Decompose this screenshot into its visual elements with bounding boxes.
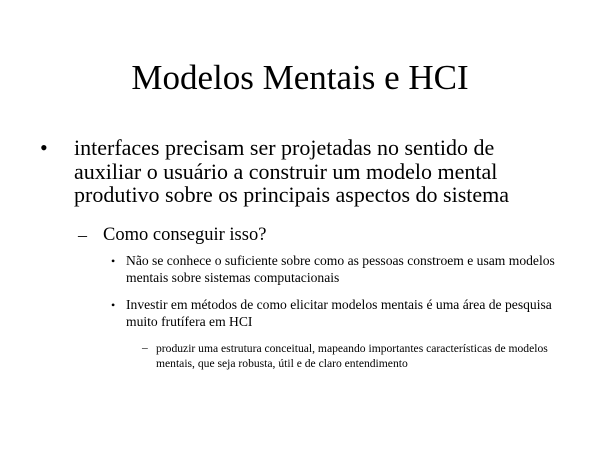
bullet-level3-text: Não se conhece o suficiente sobre como as pessoas constroem e usam modelos mentais sobre sistemas computacionais [126, 253, 555, 286]
bullet-dot-icon: • [111, 298, 116, 312]
bullet-level2-text: Como conseguir isso? [103, 225, 267, 245]
bullet-level4-text: produzir uma estrutura conceitual, mapeando importantes características de modelos mentais, que seja robusta, útil e de claro entendimento [156, 342, 548, 370]
bullet-dot-icon: • [40, 135, 48, 160]
bullet-level3-item [111, 296, 556, 331]
bullet-dash-icon: – [78, 225, 87, 245]
bullet-dot-icon: • [111, 254, 116, 268]
bullet-level3-item [111, 252, 556, 287]
slide-title: Modelos Mentais e HCI [131, 58, 469, 97]
bullet-level1-text: interfaces precisam ser projetadas no sentido de auxiliar o usuário a construir um modelo mental produtivo sobre os principais aspectos do sistema [74, 135, 510, 207]
bullet-dash-icon: – [142, 342, 148, 354]
bullet-level1 [40, 136, 560, 207]
bullet-level2 [78, 224, 558, 246]
bullet-level3-text: Investir em métodos de como elicitar modelos mentais é uma área de pesquisa muito frutífera em HCI [126, 297, 552, 330]
bullet-level4 [142, 341, 552, 371]
